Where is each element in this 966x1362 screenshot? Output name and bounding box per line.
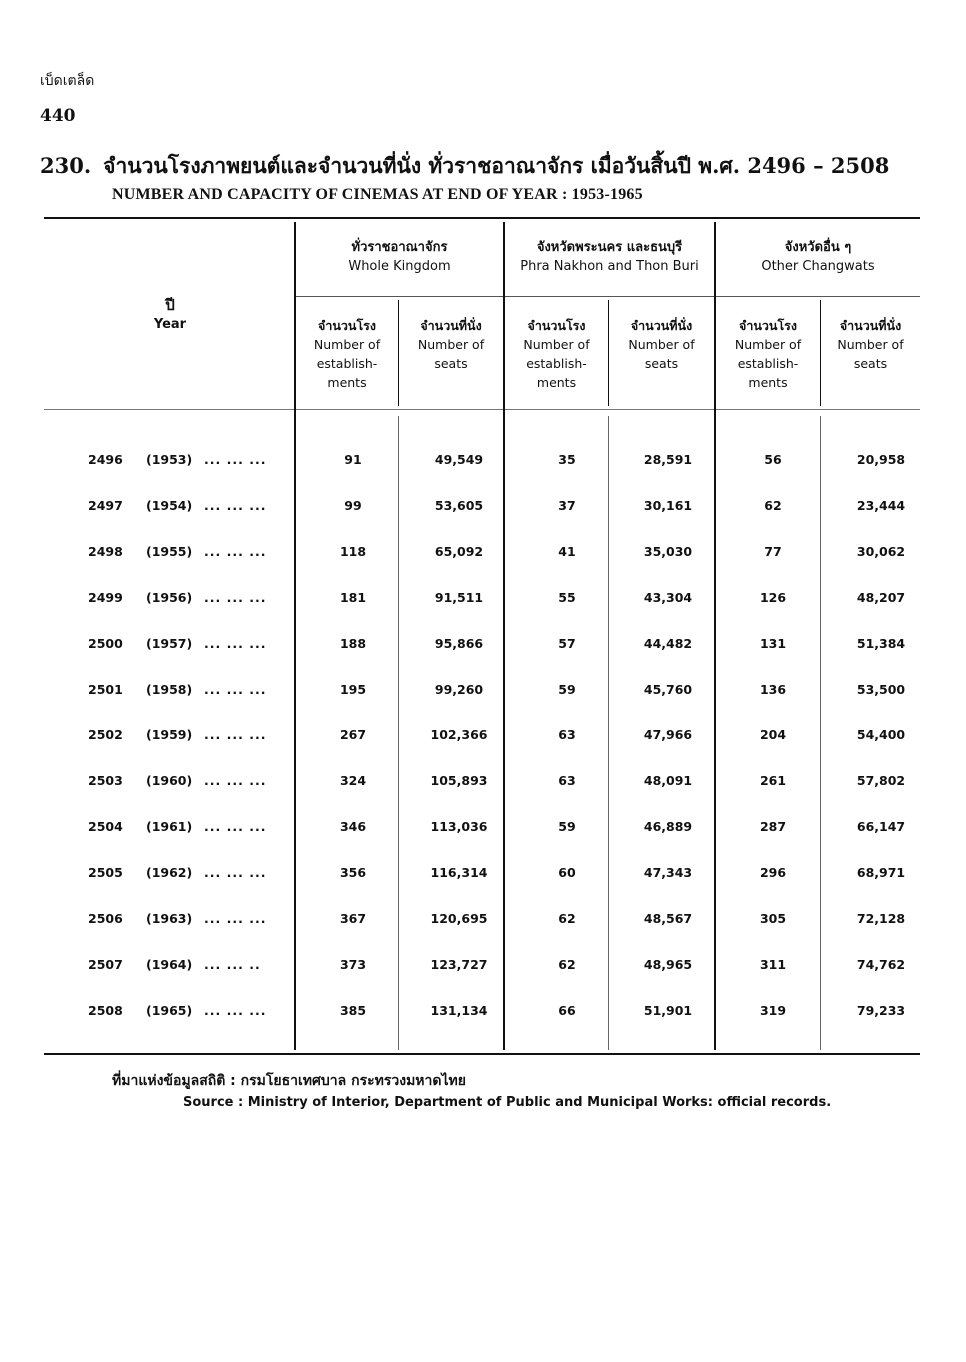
cell-phra-nakhon-seats: 45,760 xyxy=(643,681,693,697)
cell-phra-nakhon-establishments: 62 xyxy=(558,956,576,972)
subheader-english: Number of xyxy=(837,337,904,352)
group-header-thai: จังหวัดพระนคร และธนบุรี xyxy=(536,240,683,255)
year-buddhist-era: 2504 xyxy=(88,819,123,835)
leader-dots: ... ... .. xyxy=(204,956,261,972)
leader-dots: ... ... ... xyxy=(204,911,267,926)
subheader-thai: จำนวนที่นั่ง xyxy=(839,318,902,333)
cell-other-changwats-seats: 53,500 xyxy=(856,681,906,697)
group-header-rule xyxy=(296,296,920,297)
leader-dots: ... ... ... xyxy=(204,727,267,743)
year-buddhist-era: 2501 xyxy=(88,681,123,697)
cell-phra-nakhon-seats: 48,567 xyxy=(643,911,693,926)
year-header-english: Year xyxy=(153,317,187,332)
year-gregorian: (1964) xyxy=(146,956,193,972)
leader-dots: ... ... ... xyxy=(204,635,267,651)
cell-whole-kingdom-establishments: 324 xyxy=(339,773,367,789)
cell-other-changwats-seats: 74,762 xyxy=(856,956,906,972)
table-title-thai xyxy=(40,150,930,183)
cell-whole-kingdom-seats: 49,549 xyxy=(434,452,484,467)
leader-dots: ... ... ... xyxy=(204,452,267,467)
year-gregorian: (1963) xyxy=(146,911,193,926)
page-number: 440 xyxy=(40,106,76,126)
cell-other-changwats-establishments: 77 xyxy=(764,543,782,559)
year-buddhist-era: 2497 xyxy=(88,497,123,513)
cell-other-changwats-seats: 79,233 xyxy=(856,1002,906,1018)
cell-phra-nakhon-seats: 28,591 xyxy=(643,452,693,467)
cell-phra-nakhon-establishments: 63 xyxy=(558,727,576,743)
cell-phra-nakhon-establishments: 66 xyxy=(558,1002,576,1018)
cell-other-changwats-seats: 57,802 xyxy=(856,773,906,789)
subheader-english: establish- xyxy=(526,356,587,371)
subheader-english: Number of xyxy=(417,337,485,352)
cell-whole-kingdom-seats: 53,605 xyxy=(434,497,484,513)
year-buddhist-era: 2499 xyxy=(88,589,123,605)
cell-whole-kingdom-seats: 116,314 xyxy=(430,865,488,881)
cell-phra-nakhon-establishments: 63 xyxy=(558,773,576,789)
cell-other-changwats-seats: 30,062 xyxy=(856,543,906,559)
table-row xyxy=(0,682,966,702)
subheader-thai: จำนวนโรง xyxy=(318,318,376,333)
subheader-english: Number of xyxy=(734,337,802,352)
cell-other-changwats-establishments: 305 xyxy=(759,911,787,926)
cell-other-changwats-establishments: 311 xyxy=(759,956,787,972)
cell-phra-nakhon-seats: 35,030 xyxy=(643,543,693,559)
cell-other-changwats-establishments: 126 xyxy=(759,589,787,605)
cell-whole-kingdom-establishments: 346 xyxy=(339,819,367,835)
subheader-thai: จำนวนโรง xyxy=(527,318,586,333)
cell-other-changwats-seats: 68,971 xyxy=(856,865,906,881)
year-buddhist-era: 2502 xyxy=(88,727,123,743)
table-row xyxy=(0,819,966,839)
cell-phra-nakhon-seats: 47,343 xyxy=(643,865,693,881)
cell-whole-kingdom-establishments: 267 xyxy=(339,727,367,743)
table-row xyxy=(0,865,966,885)
subheader-english: seats xyxy=(644,356,679,371)
cell-whole-kingdom-establishments: 91 xyxy=(344,452,362,467)
year-header-thai: ปี xyxy=(165,296,175,314)
cell-phra-nakhon-seats: 43,304 xyxy=(643,589,693,605)
year-buddhist-era: 2506 xyxy=(88,911,123,926)
year-buddhist-era: 2500 xyxy=(88,635,123,651)
cell-other-changwats-establishments: 204 xyxy=(759,727,787,743)
subheader-english: Number of xyxy=(628,337,695,352)
year-buddhist-era: 2498 xyxy=(88,543,123,559)
cell-whole-kingdom-seats: 95,866 xyxy=(434,635,484,651)
subheader-english: Number of xyxy=(313,337,381,352)
cell-other-changwats-seats: 20,958 xyxy=(856,452,906,467)
cell-other-changwats-establishments: 296 xyxy=(759,865,787,881)
table-row xyxy=(0,727,966,747)
source-thai: ที่มาแห่งข้อมูลสถิติ : กรมโยธาเทศบาล กระทรวงมหาดไทย xyxy=(112,1073,466,1089)
subheader-establishments-whole-kingdom xyxy=(296,316,398,392)
group-header-phra-nakhon-thon-buri xyxy=(505,238,714,276)
cell-phra-nakhon-establishments: 57 xyxy=(558,635,576,651)
year-gregorian: (1962) xyxy=(146,865,193,881)
year-gregorian: (1961) xyxy=(146,819,193,835)
year-buddhist-era: 2496 xyxy=(88,452,123,467)
subheader-english: seats xyxy=(434,356,468,371)
table-title-english: NUMBER AND CAPACITY OF CINEMAS AT END OF YEAR : 1953-1965 xyxy=(112,186,643,203)
year-buddhist-era: 2505 xyxy=(88,865,123,881)
subheader-seats-whole-kingdom xyxy=(399,316,503,373)
leader-dots: ... ... ... xyxy=(204,589,267,605)
cell-whole-kingdom-establishments: 356 xyxy=(339,865,367,881)
cell-phra-nakhon-establishments: 62 xyxy=(558,911,576,926)
table-row xyxy=(0,452,966,472)
subheader-establishments-other xyxy=(716,316,820,392)
table-row xyxy=(0,544,966,564)
table-row xyxy=(0,636,966,656)
table-number: 230. xyxy=(40,153,92,178)
cell-whole-kingdom-seats: 99,260 xyxy=(434,681,484,697)
year-gregorian: (1965) xyxy=(146,1002,193,1018)
year-gregorian: (1956) xyxy=(146,589,193,605)
cell-whole-kingdom-seats: 120,695 xyxy=(430,911,488,926)
cell-phra-nakhon-seats: 44,482 xyxy=(643,635,693,651)
table-title-thai-text: จำนวนโรงภาพยนต์และจำนวนที่นั่ง ทั่วราชอาณาจักร เมื่อวันสิ้นปี พ.ศ. 2496 – 2508 xyxy=(103,153,890,178)
cell-whole-kingdom-seats: 105,893 xyxy=(430,773,488,789)
subheader-seats-other xyxy=(821,316,920,373)
cell-other-changwats-establishments: 319 xyxy=(759,1002,787,1018)
cell-whole-kingdom-establishments: 373 xyxy=(339,956,367,972)
year-gregorian: (1957) xyxy=(146,635,193,651)
year-gregorian: (1953) xyxy=(146,452,193,467)
leader-dots: ... ... ... xyxy=(204,773,267,789)
leader-dots: ... ... ... xyxy=(204,1002,267,1018)
margin-note: เบ็ดเตล็ด xyxy=(40,73,95,89)
header-bottom-rule xyxy=(44,409,920,410)
subheader-english: establish- xyxy=(737,356,799,371)
leader-dots: ... ... ... xyxy=(204,497,267,513)
cell-other-changwats-seats: 23,444 xyxy=(856,497,906,513)
table-bottom-rule xyxy=(44,1053,920,1055)
subheader-english: ments xyxy=(327,375,367,390)
source-english: Source : Ministry of Interior, Department of Public and Municipal Works: official records. xyxy=(183,1095,832,1110)
cell-phra-nakhon-seats: 48,091 xyxy=(643,773,693,789)
cell-whole-kingdom-seats: 102,366 xyxy=(430,727,488,743)
cell-whole-kingdom-seats: 123,727 xyxy=(430,956,488,972)
cell-other-changwats-seats: 66,147 xyxy=(856,819,906,835)
cell-phra-nakhon-establishments: 59 xyxy=(558,681,576,697)
cell-phra-nakhon-establishments: 35 xyxy=(558,452,576,467)
cell-phra-nakhon-establishments: 55 xyxy=(558,589,576,605)
cell-whole-kingdom-establishments: 181 xyxy=(339,589,367,605)
subheader-english: ments xyxy=(536,375,577,390)
cell-whole-kingdom-establishments: 188 xyxy=(339,635,367,651)
leader-dots: ... ... ... xyxy=(204,865,267,881)
table-row xyxy=(0,957,966,977)
year-gregorian: (1959) xyxy=(146,727,193,743)
year-buddhist-era: 2508 xyxy=(88,1002,123,1018)
cell-phra-nakhon-seats: 46,889 xyxy=(643,819,693,835)
table-row xyxy=(0,911,966,931)
cell-other-changwats-establishments: 261 xyxy=(759,773,787,789)
table-top-rule xyxy=(44,217,920,219)
cell-other-changwats-seats: 72,128 xyxy=(856,911,906,926)
cell-whole-kingdom-seats: 113,036 xyxy=(430,819,488,835)
table-row xyxy=(0,773,966,793)
cell-other-changwats-seats: 51,384 xyxy=(856,635,906,651)
leader-dots: ... ... ... xyxy=(204,543,267,559)
cell-phra-nakhon-establishments: 60 xyxy=(558,865,576,881)
cell-whole-kingdom-seats: 131,134 xyxy=(430,1002,488,1018)
group-header-english: Other Changwats xyxy=(761,259,875,274)
cell-other-changwats-seats: 54,400 xyxy=(856,727,906,743)
leader-dots: ... ... ... xyxy=(204,681,267,697)
table-row xyxy=(0,590,966,610)
year-gregorian: (1958) xyxy=(146,681,193,697)
subheader-english: seats xyxy=(853,356,888,371)
cell-other-changwats-seats: 48,207 xyxy=(856,589,906,605)
cell-whole-kingdom-establishments: 195 xyxy=(339,681,367,697)
cell-other-changwats-establishments: 131 xyxy=(759,635,787,651)
cell-phra-nakhon-establishments: 37 xyxy=(558,497,576,513)
cell-whole-kingdom-seats: 91,511 xyxy=(434,589,484,605)
group-header-thai: ทั่วราชอาณาจักร xyxy=(351,240,448,255)
cell-phra-nakhon-seats: 48,965 xyxy=(643,956,693,972)
year-gregorian: (1954) xyxy=(146,497,193,513)
subheader-english: Number of xyxy=(523,337,590,352)
cell-other-changwats-establishments: 62 xyxy=(764,497,782,513)
group-header-other-changwats xyxy=(716,238,920,276)
year-buddhist-era: 2503 xyxy=(88,773,123,789)
table-row xyxy=(0,1003,966,1023)
cell-other-changwats-establishments: 56 xyxy=(764,452,782,467)
cell-whole-kingdom-establishments: 367 xyxy=(339,911,367,926)
cell-phra-nakhon-seats: 47,966 xyxy=(643,727,693,743)
year-header xyxy=(120,296,220,334)
cell-phra-nakhon-establishments: 41 xyxy=(558,543,576,559)
cell-phra-nakhon-seats: 51,901 xyxy=(643,1002,693,1018)
subheader-thai: จำนวนที่นั่ง xyxy=(630,318,693,333)
subheader-english: establish- xyxy=(316,356,378,371)
subheader-seats-phra-nakhon xyxy=(609,316,714,373)
cell-whole-kingdom-seats: 65,092 xyxy=(434,543,484,559)
group-header-thai: จังหวัดอื่น ๆ xyxy=(784,240,852,255)
cell-whole-kingdom-establishments: 99 xyxy=(344,497,362,513)
leader-dots: ... ... ... xyxy=(204,819,267,835)
subheader-thai: จำนวนโรง xyxy=(739,318,797,333)
year-buddhist-era: 2507 xyxy=(88,956,123,972)
cell-other-changwats-establishments: 287 xyxy=(759,819,787,835)
cell-other-changwats-establishments: 136 xyxy=(759,681,787,697)
cell-whole-kingdom-establishments: 385 xyxy=(339,1002,367,1018)
cell-phra-nakhon-seats: 30,161 xyxy=(643,497,693,513)
cell-phra-nakhon-establishments: 59 xyxy=(558,819,576,835)
group-header-english: Whole Kingdom xyxy=(348,259,451,274)
table-row xyxy=(0,498,966,518)
subheader-establishments-phra-nakhon xyxy=(505,316,608,392)
cell-whole-kingdom-establishments: 118 xyxy=(339,543,367,559)
group-header-whole-kingdom xyxy=(296,238,503,276)
year-gregorian: (1960) xyxy=(146,773,193,789)
year-gregorian: (1955) xyxy=(146,543,193,559)
subheader-english: ments xyxy=(748,375,788,390)
subheader-thai: จำนวนที่นั่ง xyxy=(420,318,482,333)
group-header-english: Phra Nakhon and Thon Buri xyxy=(520,259,699,274)
